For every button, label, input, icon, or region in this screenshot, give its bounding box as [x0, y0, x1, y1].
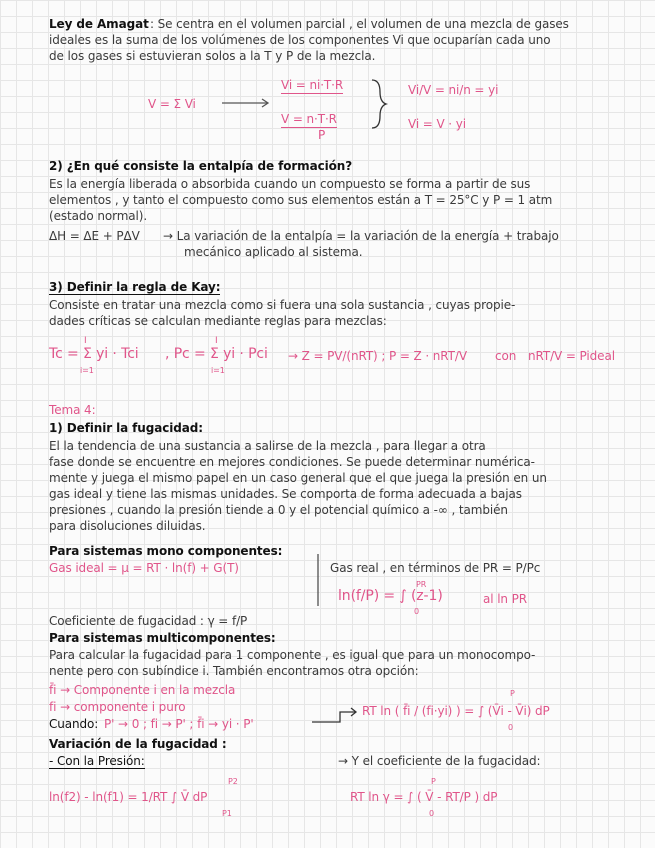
gas-real-al: al ln PR	[483, 592, 528, 606]
kay-con: con	[495, 349, 517, 363]
q2-title: 2) ¿En qué consiste la entalpía de formación?	[49, 159, 353, 173]
rtln-lower-limit: 0	[508, 723, 513, 732]
gas-real-lower-limit: 0	[414, 607, 419, 616]
q3-line-1: Consiste en tratar una mezcla como si fuera una sola sustancia , cuyas propie-	[49, 298, 516, 312]
fugacidad-line-1: El la tendencia de una sustancia a salirse de la mezcla , para llegar a otra	[49, 439, 486, 453]
kay-pc-formula: , Pc = Σ yi · Pci	[165, 346, 268, 362]
multi-heading: Para sistemas multicomponentes:	[49, 631, 276, 645]
mono-heading: Para sistemas mono componentes:	[49, 544, 283, 558]
q2-line-1: Es la energía liberada o absorbida cuando un compuesto se forma a partir de sus	[49, 177, 531, 191]
fugacidad-line-3: mente y juega el mismo papel en un caso general que el que juega la presión en un	[49, 471, 547, 485]
con-presion: - Con la Presión:	[49, 754, 145, 768]
kay-tc-formula: Tc = Σ yi · Tci	[49, 346, 139, 362]
coef-formula: RT ln γ = ∫ ( V̄ - RT/P ) dP	[350, 790, 498, 804]
coef-upper-limit: P	[431, 777, 436, 786]
amagat-vi2-formula: Vi = V · yi	[408, 117, 466, 131]
coef-fugacidad: Coeficiente de fugacidad : γ = f/P	[49, 614, 248, 628]
q2-formula: ΔH = ΔE + PΔV	[49, 229, 140, 243]
amagat-v-formula: V = n·T·R	[281, 112, 337, 126]
kay-tc-sum-bottom: i=1	[80, 366, 94, 375]
fugacidad-line-4: gas ideal y tiene las mismas unidades. Se comporta de forma adecuada a bajas	[49, 487, 522, 501]
kay-ideal: nRT/V = Pideal	[528, 349, 615, 363]
variacion-lower-limit: P1	[222, 809, 232, 818]
fi-definition: fi → componente i puro	[49, 700, 186, 714]
rtln-upper-limit: P	[510, 689, 515, 698]
kay-z-formula: → Z = PV/(nRT) ; P = Z · nRT/V	[288, 349, 467, 363]
coef-heading: → Y el coeficiente de la fugacidad:	[338, 754, 541, 768]
multi-line-1: Para calcular la fugacidad para 1 componente , es igual que para un monocompo-	[49, 648, 536, 662]
amagat-line-2: ideales es la suma de los volúmenes de los componentes Vi que ocuparían cada uno	[49, 33, 551, 47]
amagat-sum-formula: V = Σ Vi	[148, 97, 196, 111]
variacion-formula: ln(f2) - ln(f1) = 1/RT ∫ V̄ dP	[49, 790, 208, 804]
multi-line-2: nente pero con subíndice i. También encontramos otra opción:	[49, 664, 419, 678]
amagat-line-1: : Se centra en el volumen parcial , el volumen de una mezcla de gases	[150, 17, 569, 31]
gas-real-formula: ln(f/P) = ∫ (z-1)	[338, 588, 443, 604]
cuando-conditions: P' → 0 ; fi → P' ; f̄i → yi · P'	[104, 717, 254, 731]
kay-pc-sum-top: I	[215, 336, 218, 346]
fugacidad-line-6: para disoluciones diluidas.	[49, 519, 206, 533]
q2-line-4: → La variación de la entalpía = la variación de la energía + trabajo	[163, 229, 559, 243]
rtln-formula: RT ln ( f̄i / (fi·yi) ) = ∫ (V̄i - V̄i) dP	[362, 704, 550, 718]
kay-pc-sum-bottom: i=1	[211, 366, 225, 375]
fugacidad-subtitle: 1) Definir la fugacidad:	[49, 421, 203, 435]
gas-real-upper-limit: PR	[416, 580, 427, 589]
q2-line-5: mecánico aplicado al sistema.	[184, 245, 363, 259]
amagat-title: Ley de Amagat	[49, 17, 149, 31]
fi-bar-definition: f̄i → Componente i en la mezcla	[49, 683, 236, 697]
fugacidad-line-5: presiones , cuando la presión tiende a 0 y el potencial químico a -∞ , también	[49, 503, 508, 517]
variacion-heading: Variación de la fugacidad :	[49, 737, 227, 751]
gas-real-text: Gas real , en términos de PR = P/Pc	[330, 561, 541, 575]
tema4-title: Tema 4:	[49, 403, 96, 417]
amagat-v-denominator: P	[318, 128, 326, 142]
coef-lower-limit: 0	[429, 809, 434, 818]
variacion-upper-limit: P2	[228, 777, 238, 786]
q3-line-2: dades críticas se calculan mediante reglas para mezclas:	[49, 314, 387, 328]
amagat-line-3: de los gases si estuvieran solos a la T y P de la mezcla.	[49, 49, 376, 63]
amagat-ratio-formula: Vi/V = ni/n = yi	[408, 83, 499, 97]
fugacidad-line-2: fase donde se encuentre en mejores condiciones. Se puede determinar numérica-	[49, 455, 535, 469]
gas-ideal-formula: Gas ideal = μ = RT · ln(f) + G(T)	[49, 561, 239, 575]
kay-tc-sum-top: I	[84, 336, 87, 346]
q2-line-3: (estado normal).	[49, 209, 148, 223]
q3-title: 3) Definir la regla de Kay:	[49, 280, 221, 294]
cuando-label: Cuando:	[49, 717, 99, 731]
q2-line-2: elementos , y tanto el compuesto como sus elementos están a T = 25°C y P = 1 atm	[49, 193, 553, 207]
amagat-vi-formula: Vi = ni·T·R	[281, 78, 344, 92]
